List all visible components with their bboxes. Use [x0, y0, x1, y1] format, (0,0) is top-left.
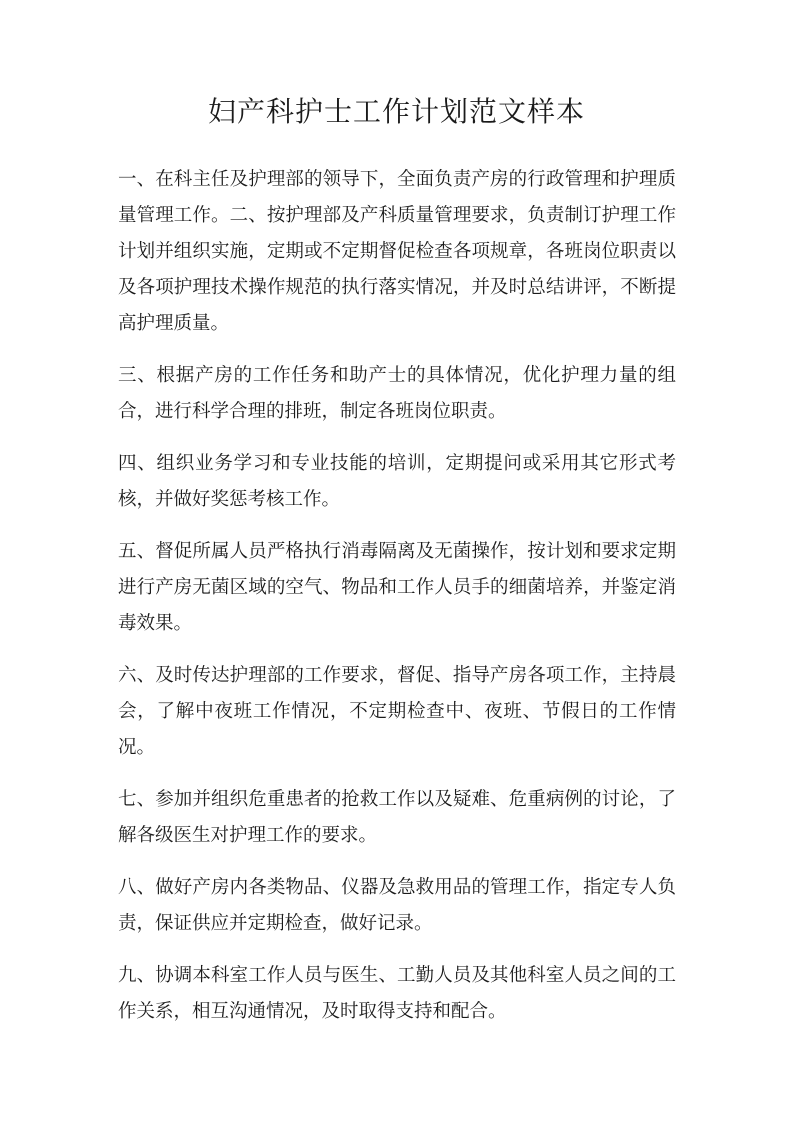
document-body	[118, 162, 676, 1046]
paragraph-8: 九、协调本科室工作人员与医生、工勤人员及其他科室人员之间的工作关系，相互沟通情况，及时取得支持和配合。	[118, 965, 676, 1022]
paragraph-4: 五、督促所属人员严格执行消毒隔离及无菌操作，按计划和要求定期进行产房无菌区域的空气、物品和工作人员手的细菌培养，并鉴定消毒效果。	[118, 541, 676, 634]
paragraph-7: 八、做好产房内各类物品、仪器及急救用品的管理工作，指定专人负责，保证供应并定期检查，做好记录。	[118, 877, 676, 934]
document-title: 妇产科护士工作计划范文样本	[207, 95, 585, 128]
paragraph-1: 一、在科主任及护理部的领导下，全面负责产房的行政管理和护理质量管理工作。二、按护理部及产科质量管理要求，负责制订护理工作计划并组织实施，定期或不定期督促检查各项规章，各班岗位职责以及各项护理技术操作规范的执行落实情况，并及时总结讲评，不断提高护理质量。	[118, 169, 676, 334]
paragraph-5: 六、及时传达护理部的工作要求，督促、指导产房各项工作，主持晨会，了解中夜班工作情况，不定期检查中、夜班、节假日的工作情况。	[118, 665, 676, 758]
paragraph-6: 七、参加并组织危重患者的抢救工作以及疑难、危重病例的讨论，了解各级医生对护理工作的要求。	[118, 789, 676, 846]
paragraph-2: 三、根据产房的工作任务和助产士的具体情况，优化护理力量的组合，进行科学合理的排班，制定各班岗位职责。	[118, 365, 676, 422]
paragraph-3: 四、组织业务学习和专业技能的培训，定期提问或采用其它形式考核，并做好奖惩考核工作。	[118, 453, 676, 510]
